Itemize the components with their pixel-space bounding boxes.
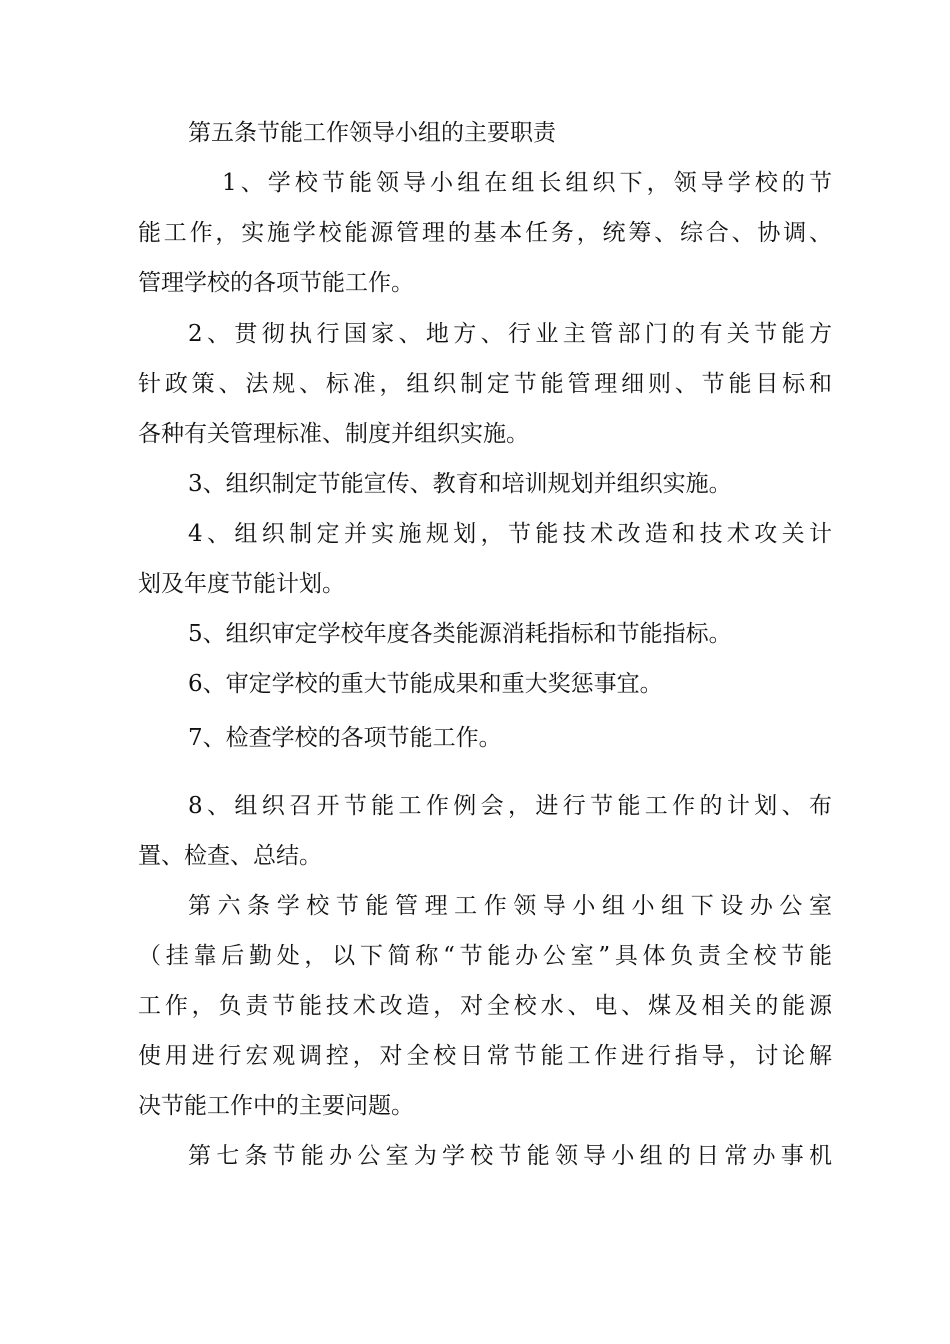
heading-article-6: 第六条学校节能管理工作领导小组小组下设办公室 — [188, 893, 832, 919]
text-line: 1、学校节能领导小组在组长组织下，领导学校的节 — [222, 170, 832, 196]
text-line: （挂靠后勤处，以下简称“节能办公室”具体负责全校节能 — [138, 943, 832, 969]
heading-article-7: 第七条节能办公室为学校节能领导小组的日常办事机 — [188, 1143, 832, 1169]
text-line: 针政策、法规、标准，组织制定节能管理细则、节能目标和 — [138, 371, 832, 397]
text-line: 6、审定学校的重大节能成果和重大奖惩事宜。 — [188, 671, 663, 697]
text-line: 置、检查、总结。 — [138, 843, 322, 869]
text-line: 3、组织制定节能宣传、教育和培训规划并组织实施。 — [188, 471, 732, 497]
text-line: 4、组织制定并实施规划，节能技术改造和技术攻关计 — [188, 521, 832, 547]
text-line: 5、组织审定学校年度各类能源消耗指标和节能指标。 — [188, 621, 732, 647]
text-line: 管理学校的各项节能工作。 — [138, 270, 414, 296]
text-line: 7、检查学校的各项节能工作。 — [188, 725, 502, 751]
heading-article-5: 第五条节能工作领导小组的主要职责 — [188, 120, 556, 146]
text-line: 8、组织召开节能工作例会，进行节能工作的计划、布 — [188, 793, 832, 819]
text-line: 使用进行宏观调控，对全校日常节能工作进行指导，讨论解 — [138, 1043, 832, 1069]
text-line: 能工作，实施学校能源管理的基本任务，统筹、综合、协调、 — [138, 220, 832, 246]
text-line: 2、贯彻执行国家、地方、行业主管部门的有关节能方 — [188, 321, 832, 347]
text-line: 决节能工作中的主要问题。 — [138, 1093, 414, 1119]
text-line: 工作，负责节能技术改造，对全校水、电、煤及相关的能源 — [138, 993, 832, 1019]
text-line: 各种有关管理标准、制度并组织实施。 — [138, 421, 529, 447]
text-line: 划及年度节能计划。 — [138, 571, 345, 597]
